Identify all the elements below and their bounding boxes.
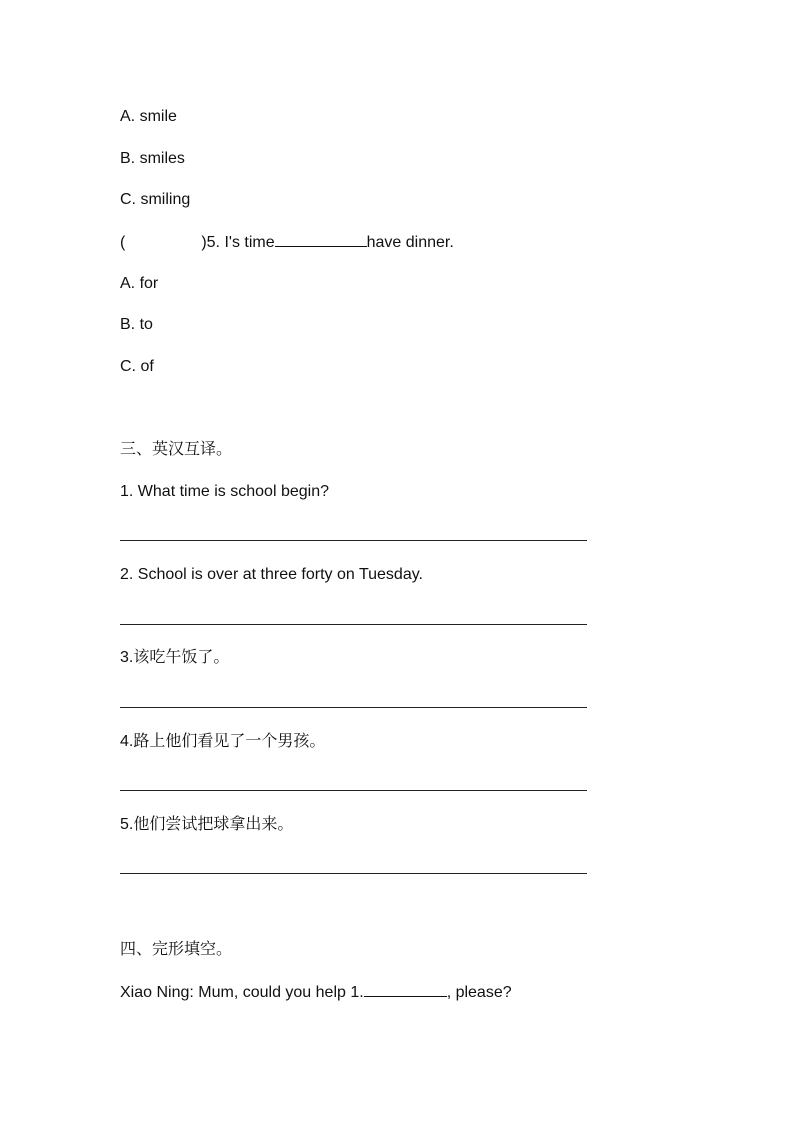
- q5-option-c: C. of: [120, 358, 154, 375]
- section3-answer-line-4[interactable]: [120, 790, 587, 791]
- section3-item-3: 3.该吃午饭了。: [120, 649, 230, 666]
- q5-option-b: B. to: [120, 316, 153, 333]
- section3-item-5: 5.他们尝试把球拿出来。: [120, 816, 294, 833]
- section3-answer-line-3[interactable]: [120, 707, 587, 708]
- section4-heading: 四、完形填空。: [120, 941, 233, 958]
- section3-answer-line-2[interactable]: [120, 624, 587, 625]
- section3-item-2: 2. School is over at three forty on Tuesday.: [120, 566, 423, 583]
- cloze-blank-1[interactable]: [364, 982, 447, 997]
- section3-item-4: 4.路上他们看见了一个男孩。: [120, 733, 326, 750]
- q4-option-c: C. smiling: [120, 191, 191, 208]
- section4-line-1-start: Xiao Ning: Mum, could you help 1.: [120, 984, 364, 1001]
- q5-stem-start: )5. I's time: [201, 234, 275, 251]
- section3-answer-line-1[interactable]: [120, 540, 587, 541]
- q5-question: [120, 232, 454, 253]
- q4-option-a: A. smile: [120, 108, 177, 125]
- section3-item-1: 1. What time is school begin?: [120, 483, 329, 500]
- q5-open-paren: (: [120, 234, 126, 251]
- q5-stem-end: have dinner.: [366, 234, 454, 251]
- q5-option-a: A. for: [120, 275, 159, 292]
- section4-line-1-end: , please?: [446, 984, 512, 1001]
- q5-blank[interactable]: [275, 232, 367, 247]
- q4-option-b: B. smiles: [120, 150, 185, 167]
- section4-line-1: [120, 982, 512, 1003]
- section3-heading: 三、英汉互译。: [120, 441, 233, 458]
- section3-answer-line-5[interactable]: [120, 873, 587, 874]
